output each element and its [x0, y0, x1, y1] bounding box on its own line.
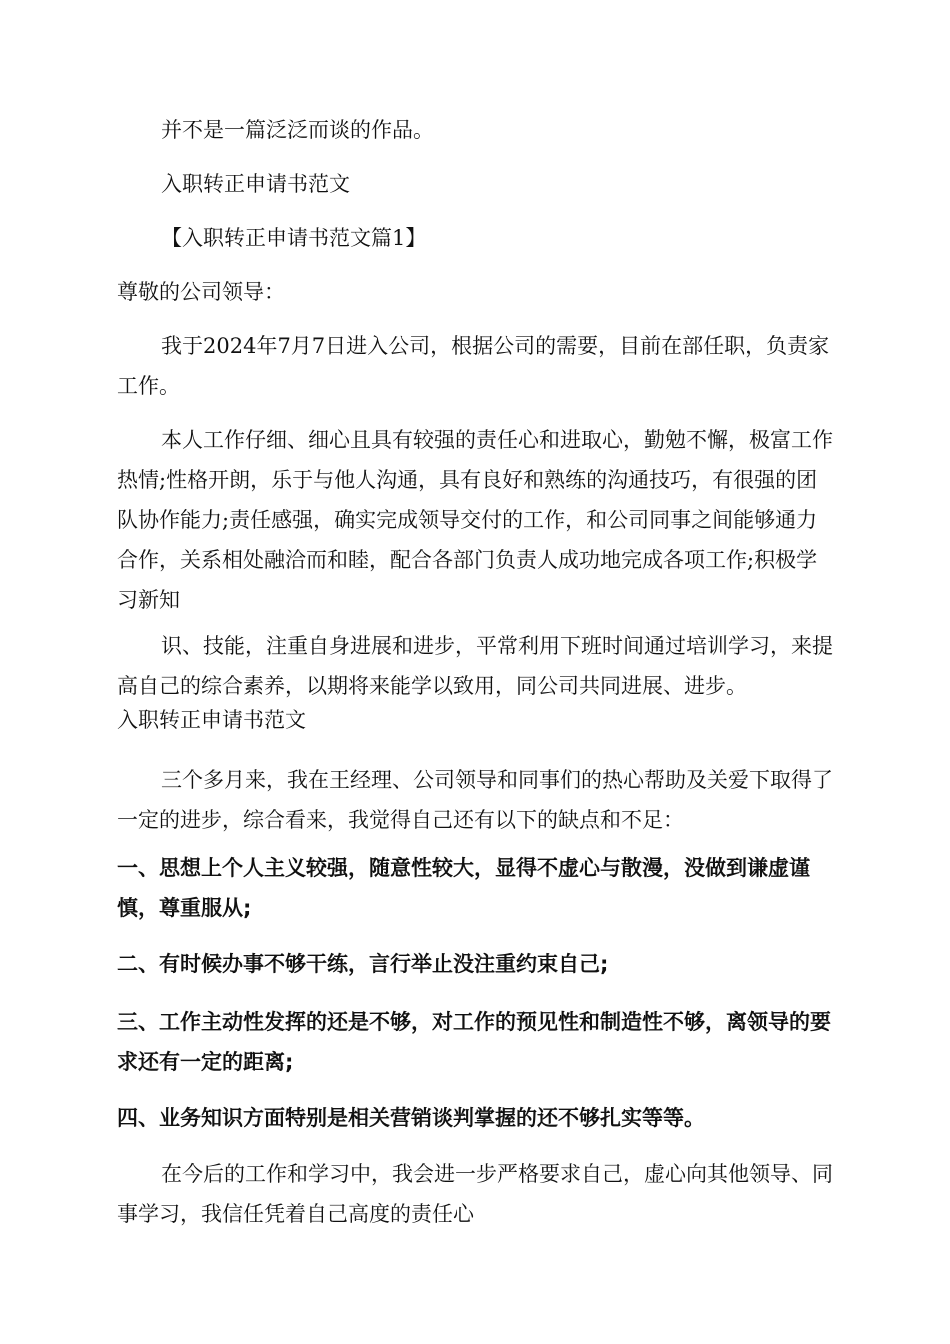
paragraph-self-assessment: 本人工作仔细、细心且具有较强的责任心和进取心，勤勉不懈，极富工作热情;性格开朗，乐于与他人沟通，具有良好和熟练的沟通技巧，有很强的团队协作能力;责任感强，确实完成领导交付的工作，和公司同事之间能够通力合作，关系相处融洽而和睦，配合各部门负责人成功地完成各项工作;积极学习新知 — [117, 428, 833, 612]
repeated-heading: 入职转正申请书范文 — [117, 708, 306, 732]
section-heading: 入职转正申请书范文 — [161, 172, 350, 196]
paragraph-entry-date: 我于2024年7月7日进入公司，根据公司的需要，目前在部任职，负责家工作。 — [117, 334, 830, 398]
paragraph-intro-tail: 并不是一篇泛泛而谈的作品。 — [161, 118, 434, 142]
paragraph-future-plan: 在今后的工作和学习中，我会进一步严格要求自己，虚心向其他领导、同事学习，我信任凭着自己高度的责任心 — [117, 1162, 833, 1226]
shortcoming-item-1: 一、思想上个人主义较强，随意性较大，显得不虚心与散漫，没做到谦虚谨慎，尊重服从; — [117, 856, 810, 920]
paragraph-progress: 三个多月来，我在王经理、公司领导和同事们的热心帮助及关爱下取得了一定的进步，综合看来，我觉得自己还有以下的缺点和不足： — [117, 768, 833, 832]
article-title: 【入职转正申请书范文篇1】 — [161, 226, 427, 250]
shortcoming-item-3: 三、工作主动性发挥的还是不够，对工作的预见性和制造性不够，离领导的要求还有一定的距离; — [117, 1010, 831, 1074]
paragraph-learning: 识、技能，注重自身进展和进步，平常利用下班时间通过培训学习，来提高自己的综合素养，以期将来能学以致用，同公司共同进展、进步。 — [117, 634, 833, 698]
shortcoming-item-4: 四、业务知识方面特别是相关营销谈判掌握的还不够扎实等等。 — [117, 1106, 705, 1130]
shortcoming-item-2: 二、有时候办事不够干练，言行举止没注重约束自己; — [117, 952, 609, 976]
salutation: 尊敬的公司领导： — [117, 280, 285, 304]
